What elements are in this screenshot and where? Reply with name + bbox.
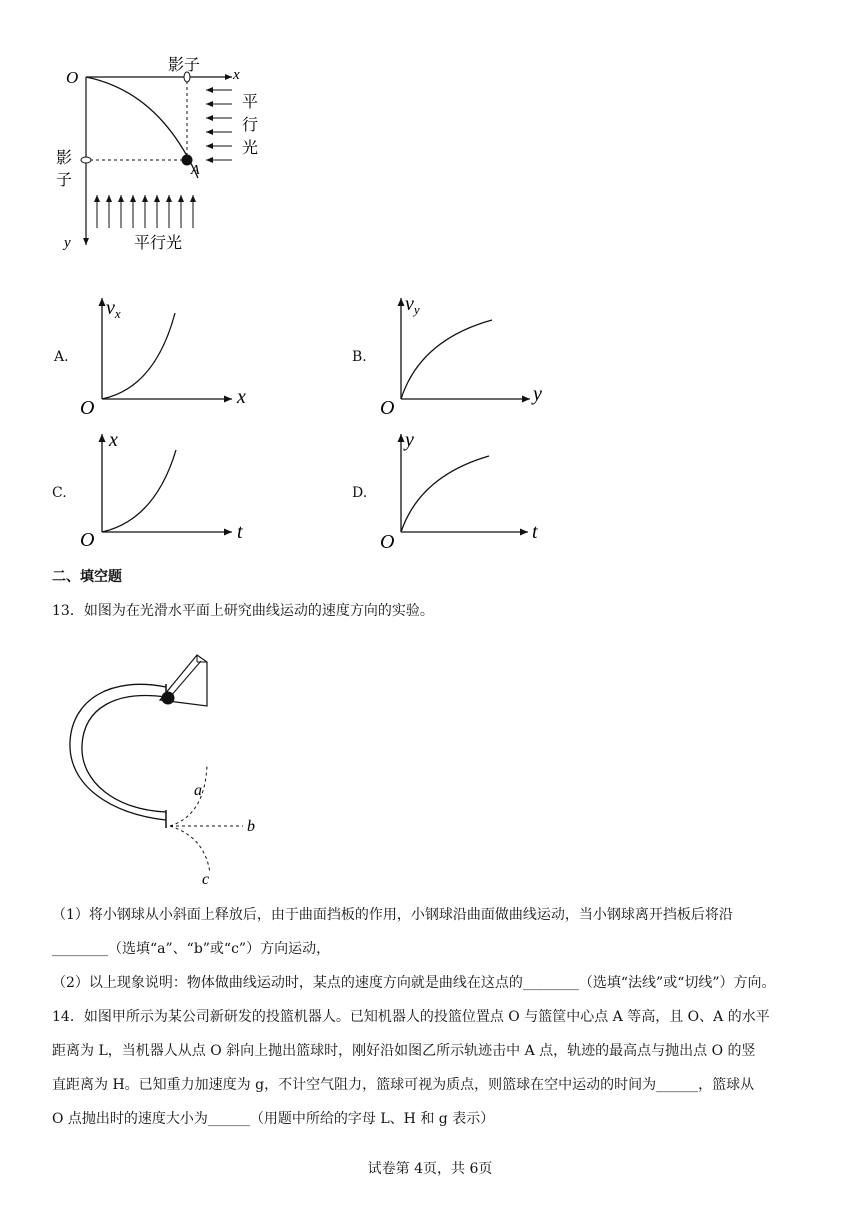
label-a: a (194, 782, 202, 799)
curve-C (102, 450, 176, 532)
graph-A-origin: O (80, 397, 95, 418)
curved-barrier-inner (82, 696, 166, 812)
label-A: A (191, 163, 200, 178)
graph-D-origin: O (380, 531, 395, 553)
page-footer: 试卷第 4页，共 6页 (367, 1161, 493, 1177)
q13-stem: 13．如图为在光滑水平面上研究曲线运动的速度方向的实验。 (52, 603, 434, 619)
graph-option-B (376, 292, 556, 418)
graph-B-y-label: $v_y$ (405, 293, 420, 317)
q14-line3: 直距离为 H。已知重力加速度为 g，不计空气阻力，篮球可视为质点，则篮球在空中运动的时间为______，篮球从 (52, 1077, 755, 1093)
light-bottom-label: 平行光 (134, 235, 183, 252)
graph-A-y-label: $v_x$ (106, 297, 121, 321)
q13-part1-line2: ________（选填“a”、“b”或“c”）方向运动， (52, 941, 331, 957)
q14-line4: O 点抛出时的速度大小为______（用题中所给的字母 L、H 和 g 表示） (52, 1111, 495, 1127)
q13-part2: （2）以上现象说明：物体做曲线运动时，某点的速度方向就是曲线在这点的________（选填“法线”或“切线”）方向。 (52, 975, 776, 991)
shadow-left-label-2: 子 (56, 172, 73, 189)
graph-B-x-label: y (533, 383, 542, 405)
q14-line2: 距离为 L，当机器人从点 O 斜向上抛出篮球时，刚好沿如图乙所示轨迹击中 A 点，轨迹的最高点与抛出点 O 的竖 (52, 1043, 756, 1059)
shadow-top-label: 影子 (168, 57, 201, 74)
q14-line1: 14．如图甲所示为某公司新研发的投篮机器人。已知机器人的投篮位置点 O 与篮筐中心点 A 等高，且 O、A 的水平 (52, 1009, 770, 1025)
right-light-arrows (206, 90, 232, 160)
light-right-2: 行 (242, 117, 259, 134)
label-y: y (64, 235, 71, 251)
curved-track-figure (60, 645, 280, 890)
graph-option-A (76, 292, 256, 418)
option-B-letter: B. (352, 349, 367, 365)
shadow-left (81, 157, 91, 163)
steel-ball (162, 692, 175, 705)
section-title: 二、填空题 (52, 569, 122, 585)
option-A-letter: A. (54, 349, 69, 365)
light-right-1: 平 (242, 94, 259, 111)
option-D-letter: D. (352, 485, 368, 501)
curve-B (401, 320, 492, 399)
graph-B-origin: O (380, 397, 395, 418)
curve-A (102, 313, 175, 399)
graph-option-D (376, 428, 556, 554)
bottom-light-arrows (97, 195, 193, 228)
option-C-letter: C. (52, 485, 67, 501)
graph-option-C (76, 428, 256, 554)
q13-part1-line1: （1）将小钢球从小斜面上释放后，由于曲面挡板的作用，小钢球沿曲面做曲线运动，当小钢球离开挡板后将沿 (52, 907, 733, 923)
graph-C-x-label: t (237, 521, 243, 543)
graph-A-x-label: x (237, 386, 246, 408)
label-x: x (233, 67, 240, 83)
graph-D-x-label: t (532, 521, 538, 543)
trajectory-curve (86, 77, 198, 178)
path-c (170, 826, 210, 873)
curve-D (401, 456, 489, 532)
graph-C-origin: O (80, 529, 95, 551)
projectile-shadow-figure (50, 50, 260, 260)
label-c: c (202, 871, 210, 888)
graph-D-y-label: y (405, 429, 414, 451)
label-b: b (247, 818, 255, 835)
graph-C-y-label: x (109, 429, 118, 451)
light-right-3: 光 (242, 140, 259, 157)
label-O: O (66, 68, 79, 87)
shadow-left-label-1: 影 (56, 150, 73, 167)
